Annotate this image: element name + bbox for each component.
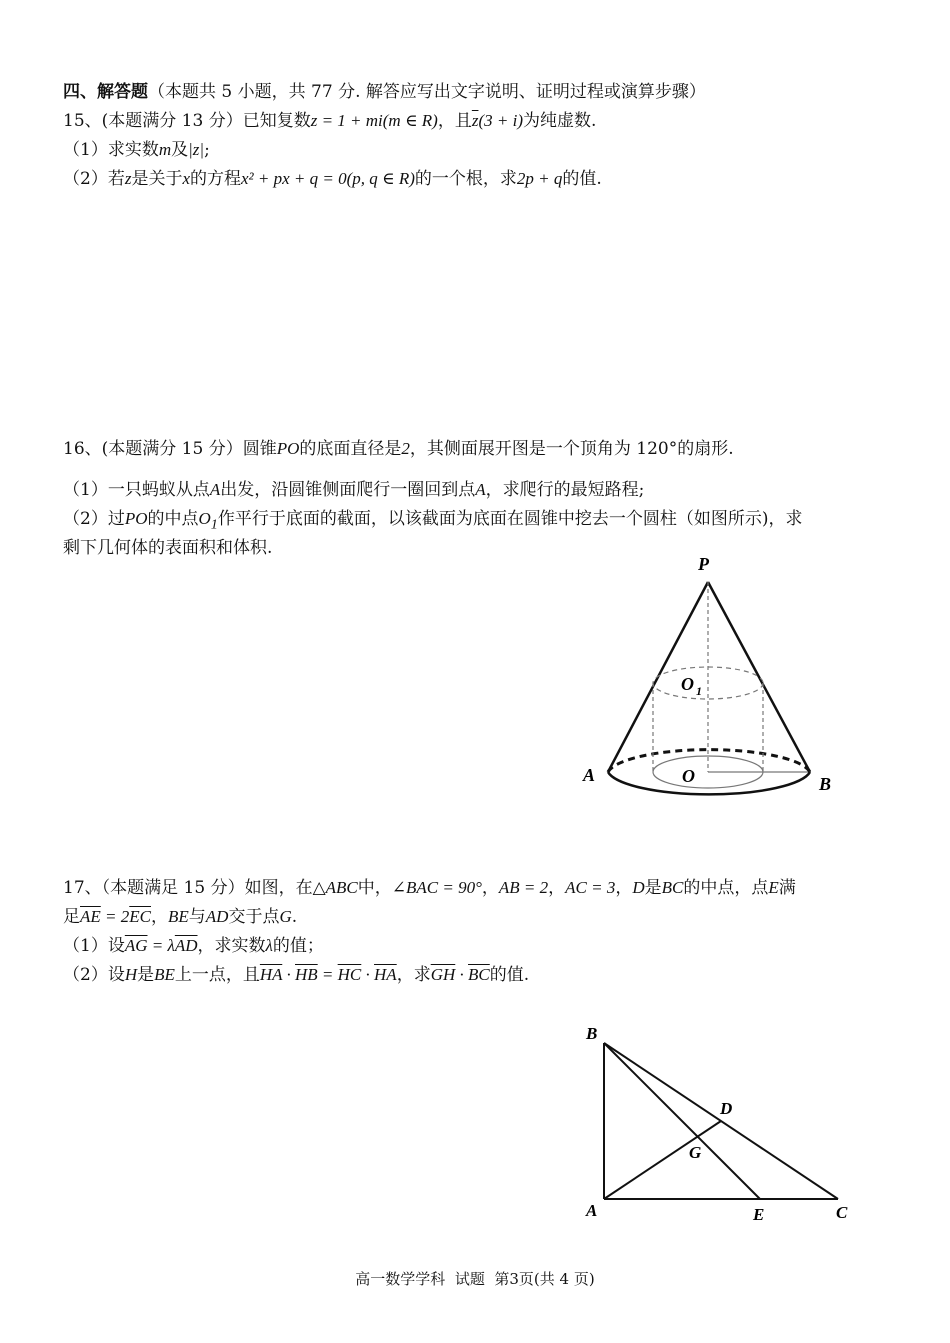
cone-label-A: A: [583, 765, 596, 785]
q17-vector: $\overline{HA}$: [259, 965, 283, 984]
q15-text: ;: [204, 140, 210, 160]
q15-part2: [63, 167, 602, 191]
q17-vector: $\overline{EC}$: [129, 907, 151, 926]
triangle-label-C: C: [836, 1203, 848, 1222]
q17-text: 中，: [357, 878, 392, 898]
q16-text: 16、(本题满分 15 分）圆锥: [63, 439, 277, 459]
cone-label-O: O: [682, 766, 695, 786]
q15-text: 15、(本题满分 13 分）已知复数: [63, 111, 311, 131]
q17-vector: $\overline{GH}$: [430, 965, 456, 984]
q15-text: 的值.: [562, 169, 602, 189]
q16-math: PO: [276, 439, 300, 458]
q15-text: 为纯虚数.: [523, 111, 597, 131]
q15-math: |z|: [188, 140, 205, 159]
q17-text: 与: [188, 907, 206, 927]
triangle-label-A: A: [586, 1201, 598, 1220]
q17-text: ，求: [396, 965, 431, 985]
q16-text: 的中点: [147, 509, 199, 529]
q17-math: BC: [661, 878, 684, 897]
segment-BE: [604, 1043, 760, 1199]
q17-math: λ: [265, 936, 273, 955]
q16-math: A: [209, 480, 221, 499]
triangle-label-D: D: [720, 1099, 733, 1118]
q17-part2: [63, 963, 529, 987]
q15-part1: [63, 138, 210, 162]
q15-text: 及: [171, 140, 189, 160]
cone-base-back: [608, 750, 810, 772]
q17-math: BE: [154, 965, 175, 984]
q15-zbar: $\overline{z}$: [471, 111, 479, 130]
cone-figure: [575, 550, 845, 810]
q17-math: G: [279, 907, 292, 926]
q17-part1: [63, 934, 324, 958]
q17-text: 满: [778, 878, 796, 898]
q16-math-sub: 1: [210, 516, 218, 533]
q15-math: (3 + i): [478, 111, 523, 130]
q17-text: 上一点，且: [174, 965, 260, 985]
q17-text: ，: [481, 878, 499, 898]
q17-vector: $\overline{AD}$: [174, 936, 198, 955]
q17-vector: $\overline{HC}$: [337, 965, 362, 984]
q17-stem: [63, 876, 796, 900]
q17-text: 的中点，点: [683, 878, 769, 898]
section-heading: [63, 80, 706, 104]
q17-text: .: [291, 907, 298, 927]
q17-vector: $\overline{AE}$: [80, 907, 101, 926]
q16-text: 出发，沿圆锥侧面爬行一圈回到点: [220, 480, 476, 500]
q16-text: ，其侧面展开图是一个顶角为 120°的扇形.: [409, 439, 734, 459]
cone-label-O1-sub: 1: [696, 684, 702, 698]
q17-math: ABC: [325, 878, 358, 897]
q17-stem-cont: [63, 905, 297, 929]
q15-text: ，且: [437, 111, 472, 131]
q17-text: 的值；: [272, 936, 324, 956]
q17-math: AB = 2: [498, 878, 549, 897]
q15-math: x: [182, 169, 190, 188]
q17-math: AC = 3: [565, 878, 616, 897]
q16-text: 的底面直径是: [299, 439, 402, 459]
section-note: （本题共 5 小题，共 77 分. 解答应写出文字说明、证明过程或演算步骤）: [148, 82, 706, 102]
q17-math: = λ: [147, 936, 175, 955]
q17-math: D: [632, 878, 645, 897]
q17-text: 是: [644, 878, 662, 898]
q15-text: （1）求实数: [63, 140, 159, 160]
q16-math: A: [475, 480, 486, 499]
q17-text: 交于点: [228, 907, 280, 927]
triangle-label-E: E: [753, 1205, 765, 1224]
q17-math: = 2: [100, 907, 130, 926]
q17-math: =: [317, 965, 338, 984]
q17-text: （1）设: [63, 936, 125, 956]
q16-math: O: [198, 509, 211, 528]
q16-text: 剩下几何体的表面积和体积.: [63, 538, 273, 558]
triangle-label-B: B: [586, 1024, 598, 1043]
q15-text: （2）若: [63, 169, 125, 189]
section-number: 四、: [63, 82, 97, 102]
segment-AD: [604, 1121, 721, 1199]
q15-text: 的一个根，求: [414, 169, 517, 189]
q17-text: 是: [137, 965, 155, 985]
q16-text: 作平行于底面的截面，以该截面为底面在圆锥中挖去一个圆柱（如图所示)，求: [217, 509, 803, 529]
q17-vector: $\overline{BC}$: [468, 965, 490, 984]
q17-text: ，: [151, 907, 168, 927]
q17-math: ·: [282, 965, 295, 984]
q17-text: 足: [63, 907, 80, 927]
q17-text: 的值.: [489, 965, 530, 985]
cone-label-B: B: [819, 774, 832, 794]
q17-text: ，: [615, 878, 633, 898]
q15-math: z = 1 + mi(m ∈ R): [310, 111, 438, 130]
q17-math: ∠BAC = 90°: [391, 878, 482, 897]
q15-math: m: [158, 140, 172, 159]
q15-math: x² + px + q = 0(p, q ∈ R): [241, 169, 415, 188]
q16-stem: [63, 437, 734, 461]
q17-text: （2）设: [63, 965, 125, 985]
q17-math: ·: [361, 965, 375, 984]
q17-math: BE: [168, 907, 189, 926]
q15-stem: [63, 109, 596, 133]
triangle-figure: [575, 1015, 865, 1235]
q15-math: 2p + q: [516, 169, 563, 188]
cone-label-O1: O: [681, 674, 694, 694]
q17-math: H: [124, 965, 138, 984]
q17-vector: $\overline{HA}$: [374, 965, 397, 984]
q16-part2: [63, 507, 803, 536]
q17-math: AD: [205, 907, 229, 926]
cone-base-front: [608, 772, 810, 794]
q15-text: 是关于: [131, 169, 183, 189]
q16-text: ，求爬行的最短路程;: [485, 480, 645, 500]
page-footer: 高一数学学科 试题 第3页(共 4 页): [355, 1270, 595, 1288]
q16-part1: [63, 478, 644, 502]
q17-math: ·: [455, 965, 469, 984]
q16-text: （1）一只蚂蚁从点: [63, 480, 210, 500]
q17-vector: $\overline{HB}$: [295, 965, 318, 984]
q17-vector: $\overline{AG}$: [124, 936, 148, 955]
q15-math: z: [124, 169, 132, 188]
q16-math: PO: [124, 509, 148, 528]
q16-text: （2）过: [63, 509, 125, 529]
q17-text: 17、（本题满足 15 分）如图，在△: [63, 878, 326, 898]
q17-math: E: [768, 878, 779, 897]
cone-label-P: P: [698, 554, 709, 574]
q16-math: 2: [401, 439, 410, 458]
q17-text: ，求实数: [197, 936, 266, 956]
q17-text: ，: [548, 878, 566, 898]
q16-part2-cont: [63, 536, 272, 560]
cone-side-right: [708, 582, 810, 772]
q15-text: 的方程: [190, 169, 241, 189]
triangle-label-G: G: [689, 1143, 702, 1162]
section-label: 解答题: [97, 82, 148, 102]
